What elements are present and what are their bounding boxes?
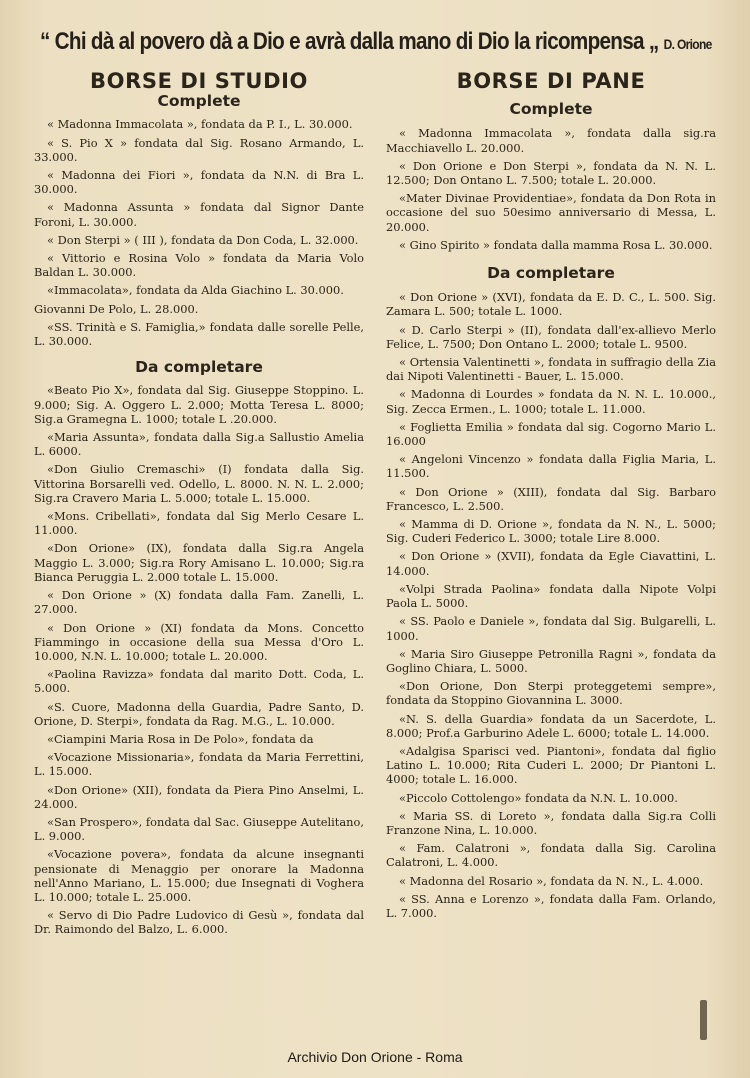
donation-entry: « Don Orione » (X) fondata dalla Fam. Zanelli, L. 27.000. [34,588,364,617]
donation-entry: « Madonna Immacolata », fondata dalla sig.ra Macchiavello L. 20.000. [386,126,716,155]
section-title: BORSE DI STUDIO [90,69,308,93]
donation-entry: «San Prospero», fondata dal Sac. Giuseppe Autelitano, L. 9.000. [34,814,364,844]
archive-footer: Archivio Don Orione - Roma [287,1049,463,1065]
donation-entry: «Immacolata», fondata da Alda Giachino L. 30.000. [47,283,344,298]
donation-entry: «Vocazione Missionaria», fondata da Maria Ferrettini, L. 15.000. [34,750,364,779]
entry-list-to-complete [34,383,364,936]
donation-entry: « Madonna del Rosario », fondata da N. N., L. 4.000. [399,873,704,888]
entry-list-complete [386,126,716,252]
donation-entry: « Don Orione » (XI) fondata da Mons. Concetto Fiammingo in occasione della sua Messa d'Oro L. 10.000, N.N. L. 10.000; totale L. 20.000. [34,620,364,663]
donation-entry: «Paolina Ravizza» fondata dal marito Dott. Coda, L. 5.000. [34,667,364,696]
donation-entry: «Don Orione» (IX), fondata dalla Sig.ra Angela Maggio L. 3.000; Sig.ra Rory Amisano L. 10.000; Sig.ra Bianca Peruggia L. 2.000 totale L. 15.000. [34,541,364,584]
donation-entry: « Madonna dei Fiori », fondata da N.N. di Bra L. 30.000. [34,168,364,197]
column-borse-di-studio [34,69,364,941]
donation-entry: «Mater Divinae Providentiae», fondata da Don Rota in occasione del suo 50esimo anniversario di Messa, L. 20.000. [386,191,716,234]
donation-entry: « Vittorio e Rosina Volo » fondata da Maria Volo Baldan L. 30.000. [34,251,364,280]
donation-entry: « Don Orione » (XIII), fondata dal Sig. Barbaro Francesco, L. 2.500. [386,484,716,513]
donation-entry: «SS. Trinità e S. Famiglia,» fondata dalle sorelle Pelle, L. 30.000. [34,319,364,349]
donation-entry: « Foglietta Emilia » fondata dal sig. Cogorno Mario L. 16.000 [386,419,716,449]
donation-entry: Giovanni De Polo, L. 28.000. [34,301,199,316]
subheading-to-complete: Da completare [487,264,615,283]
subheading-complete: Complete [157,92,241,111]
donation-entry: « Madonna di Lourdes » fondata da N. N. L. 10.000., Sig. Zecca Ermen., L. 1000; totale L. 11.000. [386,387,716,416]
donation-entry: « Don Orione » (XVII), fondata da Egle Ciavattini, L. 14.000. [386,549,716,578]
donation-entry: « Madonna Immacolata », fondata da P. I., L. 30.000. [47,117,353,132]
donation-entry: « Gino Spirito » fondata dalla mamma Rosa L. 30.000. [399,237,713,252]
donation-entry: «Don Orione» (XII), fondata da Piera Pino Anselmi, L. 24.000. [34,782,364,811]
donation-entry: «Don Orione, Don Sterpi proteggetemi sempre», fondata da Stoppino Giovannina L. 3000. [386,679,716,708]
section-title: BORSE DI PANE [456,69,646,93]
donation-entry: « Fam. Calatroni », fondata dalla Sig. Carolina Calatroni, L. 4.000. [386,841,716,870]
donation-entry: «N. S. della Guardia» fondata da un Sacerdote, L. 8.000; Prof.a Garburino Adele L. 6000; totale L. 14.000. [386,711,716,740]
donation-entry: « Maria Siro Giuseppe Petronilla Ragni », fondata da Goglino Chiara, L. 5000. [386,646,716,675]
donation-entry: «Mons. Cribellati», fondata dal Sig Merlo Cesare L. 11.000. [34,509,364,538]
subheading-complete: Complete [509,100,593,119]
column-borse-di-pane [386,69,716,924]
donation-entry: « D. Carlo Sterpi » (II), fondata dall'ex-allievo Merlo Felice, L. 7500; Don Ontano L. 2000; totale L. 9500. [386,322,716,351]
donation-entry: «Maria Assunta», fondata dalla Sig.a Sallustio Amelia L. 6000. [34,430,364,459]
donation-entry: «Piccolo Cottolengo» fondata da N.N. L. 10.000. [399,790,678,805]
donation-entry: «S. Cuore, Madonna della Guardia, Padre Santo, D. Orione, D. Sterpi», fondata da Rag. M.G., L. 10.000. [34,699,364,728]
motto-header [40,28,712,56]
donation-entry: «Vocazione povera», fondata da alcune insegnanti pensionate di Menaggio per onorare la Madonna nell'Anno Mariano, L. 15.000; due Insegnati di Voghera L. 10.000; totale L. 25.000. [34,847,364,904]
motto-text: “ Chi dà al povero dà a Dio e avrà dalla mano di Dio la ricompensa „ [40,28,659,55]
donation-entry: « Mamma di D. Orione », fondata da N. N., L. 5000; Sig. Cuderi Federico L. 3000; totale Lire 8.000. [386,517,716,546]
donation-entry: «Don Giulio Cremaschi» (I) fondata dalla Sig. Vittorina Borsarelli ved. Odello, L. 8000. N. N. L. 2.000; Sig.ra Cravero Maria L. 5.000; totale L. 15.000. [34,462,364,505]
donation-entry: «Adalgisa Sparisci ved. Piantoni», fondata dal figlio Latino L. 10.000; Rita Cuderi L. 2000; Dr Piantoni L. 4000; totale L. 16.000. [386,743,716,787]
donation-entry: « Ortensia Valentinetti », fondata in suffragio della Zia dai Nipoti Valentinetti - Bauer, L. 15.000. [386,355,716,384]
donation-entry: « S. Pio X » fondata dal Sig. Rosano Armando, L. 33.000. [34,135,364,164]
entry-list-complete [34,117,364,348]
donation-entry: « Servo di Dio Padre Ludovico di Gesù », fondata dal Dr. Raimondo del Balzo, L. 6.000. [34,908,364,937]
donation-entry: « Maria SS. di Loreto », fondata dalla Sig.ra Colli Franzone Nina, L. 10.000. [386,808,716,837]
motto-signature: D. Orione [663,36,712,52]
donation-entry: « SS. Paolo e Daniele », fondata dal Sig. Bulgarelli, L. 1000. [386,614,716,643]
archive-edge-mark [700,1000,707,1040]
entry-list-to-complete [386,290,716,920]
donation-entry: « Angeloni Vincenzo » fondata dalla Figlia Maria, L. 11.500. [386,452,716,481]
donation-entry: « Don Orione e Don Sterpi », fondata da N. N. L. 12.500; Don Ontano L. 7.500; totale L. 20.000. [386,158,716,188]
donation-entry: « Madonna Assunta » fondata dal Signor Dante Foroni, L. 30.000. [34,200,364,229]
donation-entry: « Don Sterpi » ( III ), fondata da Don Coda, L. 32.000. [47,232,359,247]
donation-entry: « Don Orione » (XVI), fondata da E. D. C., L. 500. Sig. Zamara L. 500; totale L. 1000. [386,290,716,319]
donation-entry: «Ciampini Maria Rosa in De Polo», fondata da [47,731,314,746]
subheading-to-complete: Da completare [135,358,263,377]
donation-entry: «Beato Pio X», fondata dal Sig. Giuseppe Stoppino. L. 9.000; Sig. A. Oggero L. 2.000; Motta Teresa L. 8000; Sig.a Gramegna L. 1000; totale L .20.000. [34,383,364,426]
donation-entry: « SS. Anna e Lorenzo », fondata dalla Fam. Orlando, L. 7.000. [386,891,716,920]
donation-entry: «Volpi Strada Paolina» fondata dalla Nipote Volpi Paola L. 5000. [386,581,716,611]
